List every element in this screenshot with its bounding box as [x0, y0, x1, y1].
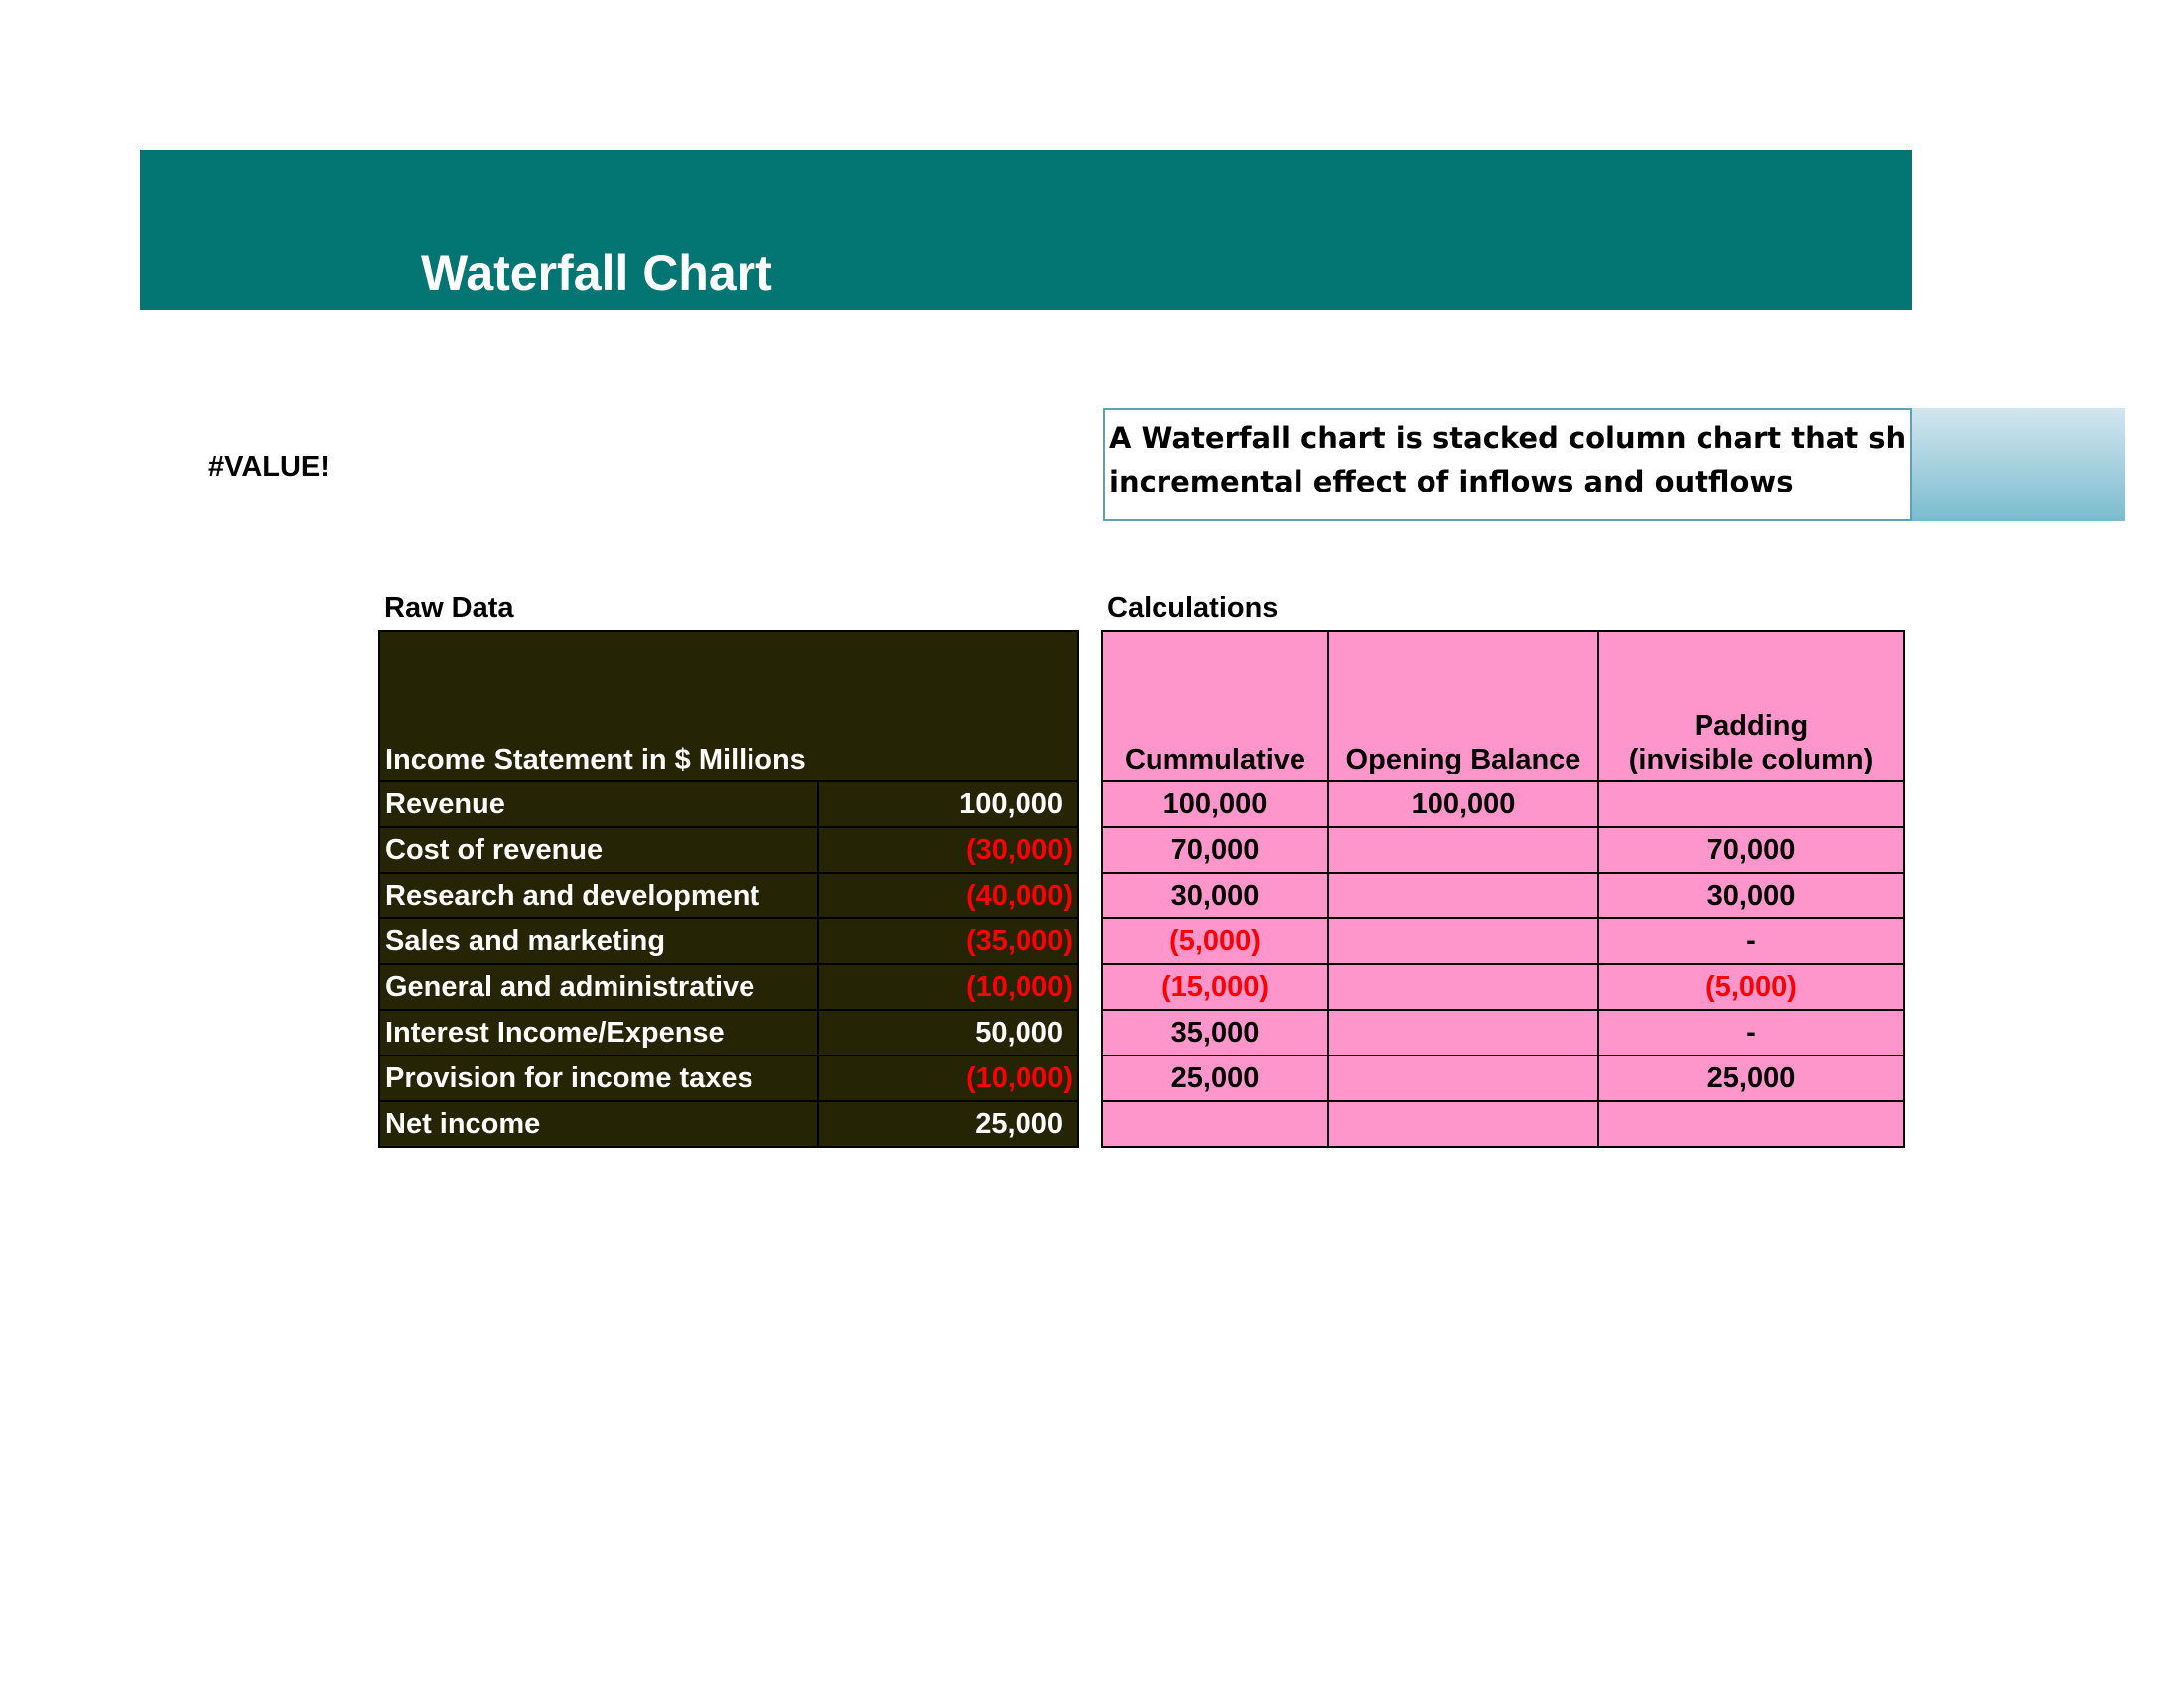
description-text-box[interactable]: [1103, 408, 2125, 521]
padding-cell[interactable]: 25,000: [1598, 1055, 1904, 1101]
raw-data-item-name[interactable]: Provision for income taxes: [379, 1055, 818, 1101]
calculations-row: [1102, 827, 1904, 873]
cumulative-cell[interactable]: 30,000: [1102, 873, 1328, 918]
opening-balance-cell[interactable]: 100,000: [1328, 781, 1598, 827]
raw-data-row: [379, 1055, 1078, 1101]
raw-data-item-name[interactable]: Sales and marketing: [379, 918, 818, 964]
cumulative-cell[interactable]: 100,000: [1102, 781, 1328, 827]
raw-data-row: [379, 1101, 1078, 1147]
cumulative-cell[interactable]: (5,000): [1102, 918, 1328, 964]
description-line-1: A Waterfall chart is stacked column chart that sh: [1109, 421, 1907, 455]
raw-data-label: Raw Data: [384, 592, 514, 624]
calculations-row: [1102, 781, 1904, 827]
raw-data-item-value[interactable]: (10,000): [818, 1055, 1078, 1101]
padding-cell[interactable]: 70,000: [1598, 827, 1904, 873]
cumulative-header[interactable]: Cummulative: [1102, 631, 1328, 781]
padding-header[interactable]: [1598, 631, 1904, 781]
opening-balance-cell[interactable]: [1328, 918, 1598, 964]
calculations-row: [1102, 964, 1904, 1010]
description-text-area: [1103, 408, 1912, 521]
description-line-2: incremental effect of inflows and outflows: [1109, 465, 1794, 498]
description-text: [1109, 416, 1906, 503]
title-banner: [140, 150, 1912, 310]
calculations-row: [1102, 918, 1904, 964]
padding-cell[interactable]: -: [1598, 1010, 1904, 1055]
raw-data-item-name[interactable]: General and administrative: [379, 964, 818, 1010]
cumulative-cell[interactable]: 25,000: [1102, 1055, 1328, 1101]
raw-data-item-value[interactable]: 50,000: [818, 1010, 1078, 1055]
calculations-label: Calculations: [1107, 592, 1279, 624]
calculations-row: [1102, 1010, 1904, 1055]
opening-balance-cell[interactable]: [1328, 1055, 1598, 1101]
raw-data-row: [379, 781, 1078, 827]
raw-data-item-value[interactable]: 25,000: [818, 1101, 1078, 1147]
raw-data-item-name[interactable]: Cost of revenue: [379, 827, 818, 873]
error-cell[interactable]: #VALUE!: [208, 451, 330, 483]
raw-data-item-value[interactable]: (40,000): [818, 873, 1078, 918]
opening-balance-cell[interactable]: [1328, 1010, 1598, 1055]
calculations-row: [1102, 1055, 1904, 1101]
raw-data-item-name[interactable]: Net income: [379, 1101, 818, 1147]
opening-balance-cell[interactable]: [1328, 1101, 1598, 1147]
opening-balance-cell[interactable]: [1328, 827, 1598, 873]
opening-balance-cell[interactable]: [1328, 964, 1598, 1010]
raw-data-item-name[interactable]: Revenue: [379, 781, 818, 827]
raw-data-item-value[interactable]: (35,000): [818, 918, 1078, 964]
raw-data-header-row: [379, 631, 1078, 781]
padding-cell[interactable]: [1598, 781, 1904, 827]
raw-data-item-value[interactable]: (10,000): [818, 964, 1078, 1010]
padding-cell[interactable]: 30,000: [1598, 873, 1904, 918]
cumulative-cell[interactable]: (15,000): [1102, 964, 1328, 1010]
raw-data-item-value[interactable]: 100,000: [818, 781, 1078, 827]
raw-data-row: [379, 964, 1078, 1010]
raw-data-item-value[interactable]: (30,000): [818, 827, 1078, 873]
raw-data-table: [378, 630, 1079, 1148]
calculations-row: [1102, 873, 1904, 918]
cumulative-cell[interactable]: [1102, 1101, 1328, 1147]
raw-data-item-name[interactable]: Research and development: [379, 873, 818, 918]
opening-balance-cell[interactable]: [1328, 873, 1598, 918]
raw-data-row: [379, 827, 1078, 873]
raw-data-row: [379, 1010, 1078, 1055]
padding-cell[interactable]: [1598, 1101, 1904, 1147]
padding-header-line-1: Padding: [1694, 710, 1809, 742]
income-statement-header[interactable]: Income Statement in $ Millions: [379, 631, 1078, 781]
opening-balance-header[interactable]: Opening Balance: [1328, 631, 1598, 781]
padding-header-line-2: (invisible column): [1628, 744, 1874, 775]
raw-data-row: [379, 918, 1078, 964]
cumulative-cell[interactable]: 35,000: [1102, 1010, 1328, 1055]
calculations-header-row: [1102, 631, 1904, 781]
calculations-table: [1101, 630, 1905, 1148]
raw-data-row: [379, 873, 1078, 918]
raw-data-item-name[interactable]: Interest Income/Expense: [379, 1010, 818, 1055]
cumulative-cell[interactable]: 70,000: [1102, 827, 1328, 873]
padding-cell[interactable]: (5,000): [1598, 964, 1904, 1010]
page-title: Waterfall Chart: [421, 245, 772, 301]
calculations-row: [1102, 1101, 1904, 1147]
padding-cell[interactable]: -: [1598, 918, 1904, 964]
